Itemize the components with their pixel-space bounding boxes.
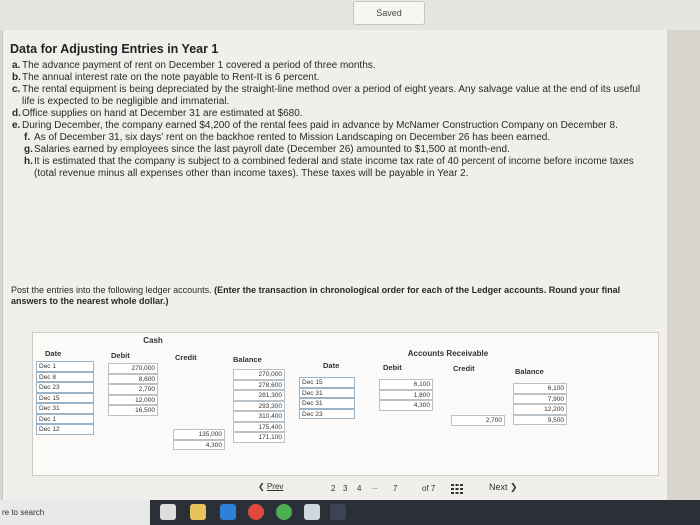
app-icon[interactable]	[276, 504, 292, 520]
cash-date-header: Date	[45, 349, 62, 358]
ar-balance-header: Balance	[515, 367, 544, 376]
prev-button[interactable]: ❮ Prev	[258, 482, 284, 491]
cash-debit-input[interactable]: 12,000	[108, 395, 158, 406]
next-button[interactable]: Next ❯	[489, 482, 518, 492]
cash-balance-value: 270,000	[233, 369, 285, 380]
ar-credit-input[interactable]: 2,700	[451, 415, 505, 426]
list-item: a. The advance payment of rent on December 1 covered a period of three months.	[12, 60, 376, 71]
ar-balance-value: 12,200	[513, 404, 567, 415]
cash-ledger-title: Cash	[143, 336, 163, 345]
page-link[interactable]: 2	[331, 484, 336, 493]
page-count: of 7	[422, 484, 436, 493]
list-item: e. During December, the company earned $4,200 of the rental fees paid in advance by McNamer Construction Company on December 8.	[12, 120, 618, 131]
settings-icon[interactable]	[304, 504, 320, 520]
list-item: b. The annual interest rate on the note payable to Rent-It is 6 percent.	[12, 72, 320, 83]
chevron-right-icon: ❯	[510, 482, 518, 492]
cash-debit-input[interactable]: 2,700	[108, 384, 158, 395]
ar-ledger-title: Accounts Receivable	[407, 349, 489, 358]
current-page: 7	[393, 484, 398, 493]
task-view-icon[interactable]	[160, 504, 176, 520]
cash-date-column	[36, 361, 94, 435]
taskbar-search[interactable]: re to search	[0, 500, 150, 525]
page-title: Data for Adjusting Entries in Year 1	[10, 42, 219, 56]
instructions: Post the entries into the following ledger accounts. (Enter the transaction in chronological order for each of the Ledger accounts. Round your final answers to the nearest whole dollar.)	[11, 285, 621, 306]
cash-credit-header: Credit	[175, 353, 197, 362]
calendar-icon[interactable]	[330, 504, 346, 520]
cash-date-input[interactable]: Dec 1	[36, 361, 94, 372]
ar-date-column	[299, 377, 355, 419]
list-item: g. Salaries earned by employees since the last payroll date (December 26) amounted to $1,500 at month-end.	[24, 144, 510, 155]
ar-date-input[interactable]: Dec 31	[299, 398, 355, 409]
cash-date-input[interactable]: Dec 1	[36, 414, 94, 425]
ar-date-input[interactable]: Dec 15	[299, 377, 355, 388]
cash-credit-column	[173, 429, 225, 450]
ar-date-header: Date	[323, 361, 340, 370]
mail-icon[interactable]	[220, 504, 236, 520]
ar-balance-value: 7,900	[513, 394, 567, 405]
cash-date-input[interactable]: Dec 8	[36, 372, 94, 383]
cash-date-input[interactable]: Dec 31	[36, 403, 94, 414]
cash-date-input[interactable]: Dec 15	[36, 393, 94, 404]
cash-balance-value: 171,100	[233, 432, 285, 443]
cash-date-input[interactable]: Dec 12	[36, 424, 94, 435]
page-link[interactable]: 4	[357, 484, 362, 493]
cash-balance-value: 175,400	[233, 422, 285, 433]
ar-debit-header: Debit	[383, 363, 402, 372]
ar-date-input[interactable]: Dec 31	[299, 388, 355, 399]
cash-balance-header: Balance	[233, 355, 262, 364]
ar-debit-input[interactable]: 1,800	[379, 390, 433, 401]
ar-balance-column	[513, 383, 567, 425]
cash-credit-input[interactable]: 135,000	[173, 429, 225, 440]
file-explorer-icon[interactable]	[190, 504, 206, 520]
cash-balance-value: 281,300	[233, 390, 285, 401]
taskbar	[0, 500, 700, 525]
grid-icon[interactable]	[451, 484, 463, 494]
ar-debit-input[interactable]: 6,100	[379, 379, 433, 390]
cash-balance-value: 310,400	[233, 411, 285, 422]
ar-credit-header: Credit	[453, 364, 475, 373]
ar-balance-value: 6,100	[513, 383, 567, 394]
ledger-panel	[32, 332, 659, 476]
list-item: c. The rental equipment is being depreciated by the straight-line method over a period of eight years. Any salvage value at the end of its useful life is expected to be negligible and immaterial.	[12, 84, 641, 107]
cash-balance-value: 278,600	[233, 380, 285, 391]
top-bar	[0, 0, 700, 30]
list-item: f. As of December 31, six days' rent on the backhoe rented to Mission Landscaping on December 26 has been earned.	[24, 132, 551, 143]
saved-status: Saved	[353, 1, 425, 25]
cash-debit-header: Debit	[111, 351, 130, 360]
cash-balance-column	[233, 369, 285, 443]
page-ellipsis: ...	[372, 484, 378, 491]
ar-date-input[interactable]: Dec 23	[299, 409, 355, 420]
ar-debit-input[interactable]: 4,300	[379, 400, 433, 411]
ar-credit-column	[451, 415, 505, 426]
cash-debit-input[interactable]: 8,600	[108, 374, 158, 385]
cash-debit-input[interactable]: 16,500	[108, 405, 158, 416]
list-item: h. It is estimated that the company is subject to a combined federal and state income tax rate of 40 percent of income before income taxes (total revenue minus all expenses other than income taxes). These taxes will be payable in Year 2.	[24, 156, 634, 179]
cash-date-input[interactable]: Dec 23	[36, 382, 94, 393]
cash-balance-value: 293,300	[233, 401, 285, 412]
chevron-left-icon: ❮	[258, 482, 265, 491]
ar-debit-column	[379, 379, 433, 411]
ar-balance-value: 9,500	[513, 415, 567, 426]
cash-debit-column	[108, 363, 158, 416]
cash-credit-input[interactable]: 4,300	[173, 440, 225, 451]
adjusting-data-list	[12, 60, 642, 180]
chrome-icon[interactable]	[248, 504, 264, 520]
page-link[interactable]: 3	[343, 484, 348, 493]
list-item: d. Office supplies on hand at December 31 are estimated at $680.	[12, 108, 303, 119]
cash-debit-input[interactable]: 270,000	[108, 363, 158, 374]
